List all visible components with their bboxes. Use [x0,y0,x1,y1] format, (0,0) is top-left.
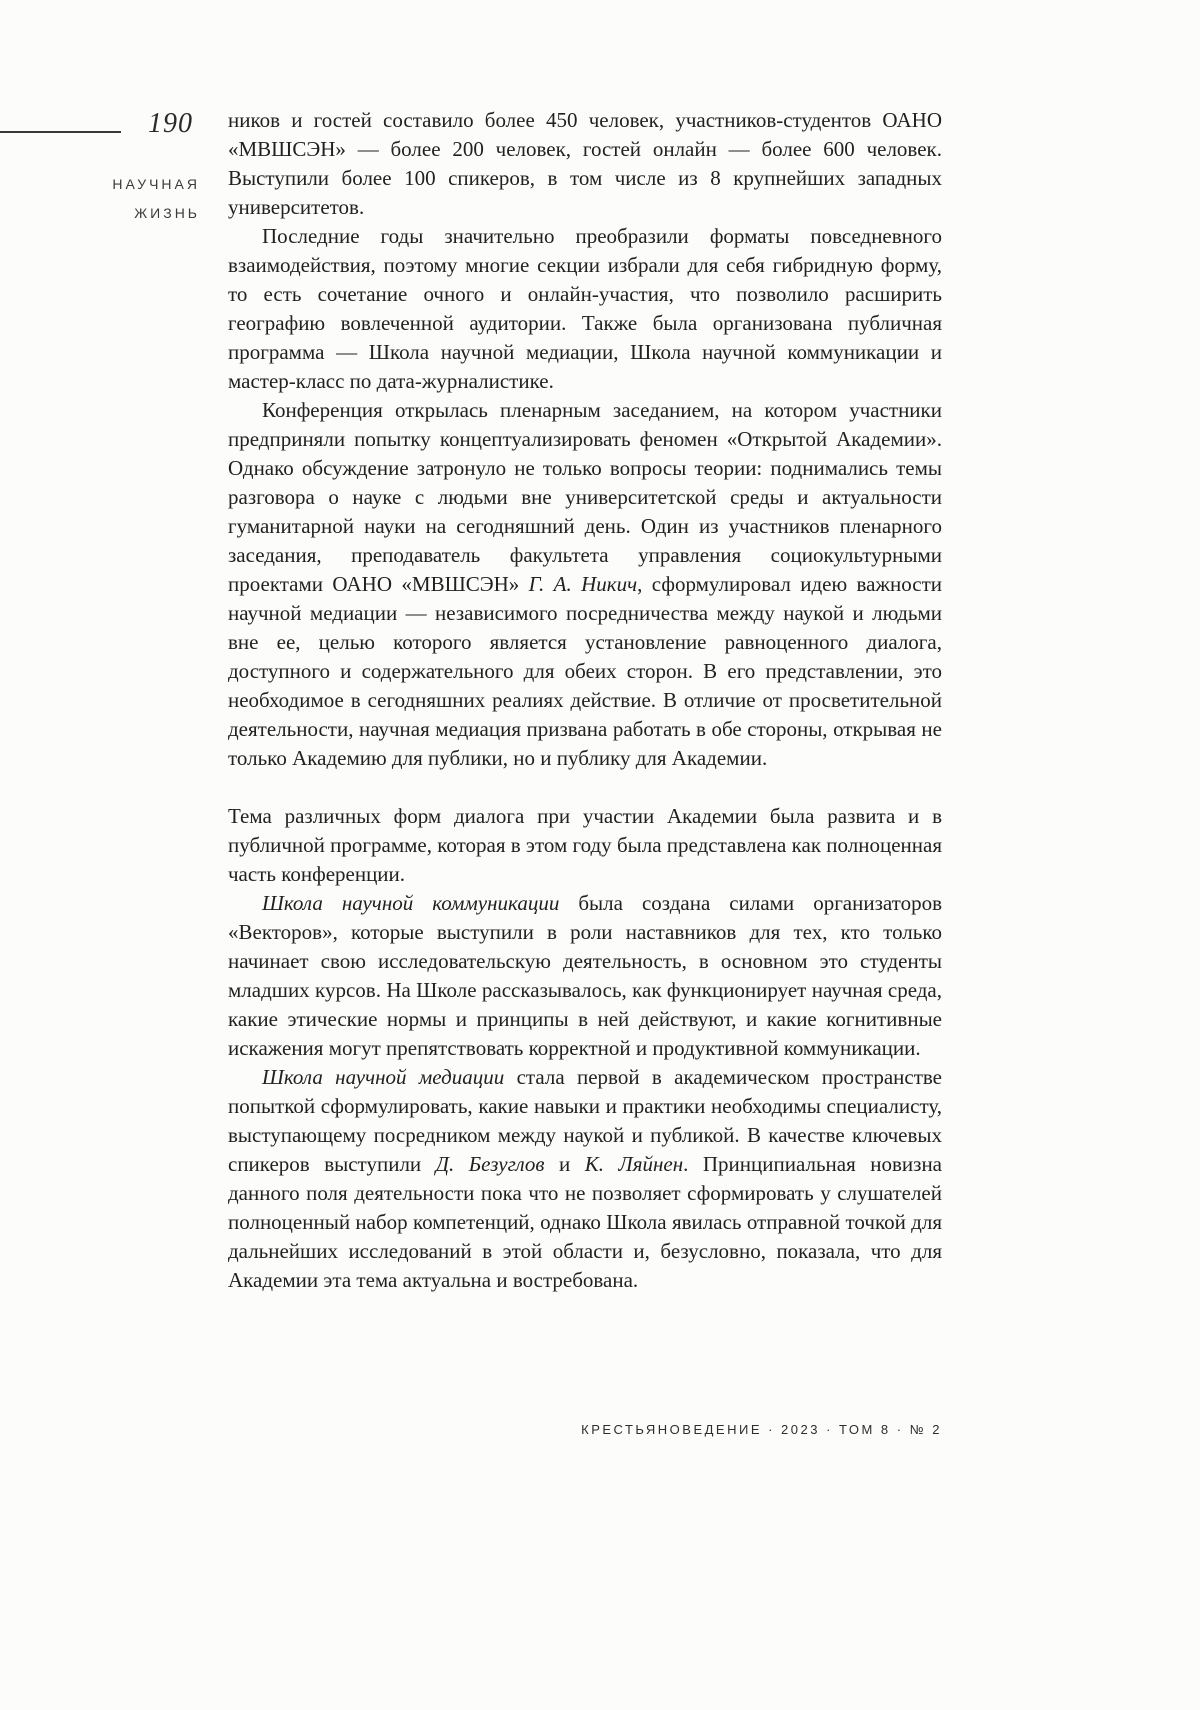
body-text: Конференция открылась пленарным заседанием, на котором участники предприняли попытку концептуализировать феномен «Открытой Академии». Однако обсуждение затронуло не только вопросы теории: поднимались темы разговора о науке с людьми вне университетской среды и актуальности гуманитарной науки на сегодняшний день. Один из участников пленарного заседания, преподаватель факультета управления социокультурными проектами ОАНО «МВШСЭН» [228,398,942,596]
body-text: и [544,1152,585,1176]
emphasized-text: К. Ляйнен [584,1152,684,1176]
paragraph [228,1063,942,1295]
page-number: 190 [148,108,193,139]
body-text: , сформулировал идею важности научной медиации — независимого посредничества между наукой и людьми вне ее, целью которого является установление равноценного диалога, доступного и содержательного для обеих сторон. В его представлении, это необходимое в сегодняшних реалиях действие. В отличие от просветительной деятельности, научная медиация призвана работать в обе стороны, открывая не только Академию для публики, но и публику для Академии. [228,572,942,770]
emphasized-text: Школа научной коммуникации [262,891,560,915]
body-text: Тема различных форм диалога при участии Академии была развита и в публичной программе, которая в этом году была представлена как полноценная часть конференции. [228,804,942,886]
section-label [40,170,200,228]
emphasized-text: Школа научной медиации [262,1065,505,1089]
footer-journal-line: КРЕСТЬЯНОВЕДЕНИЕ · 2023 · ТОМ 8 · № 2 [581,1422,942,1437]
emphasized-text: Г. А. Никич [528,572,638,596]
body-text: была создана силами организаторов «Векторов», которые выступили в роли наставников для тех, кто только начинает свою исследовательскую деятельность, в основном это студенты младших курсов. На Школе рассказывалось, как функционирует научная среда, какие этические нормы и принципы в ней действуют, и какие когнитивные искажения могут препятствовать корректной и продуктивной коммуникации. [228,891,942,1060]
paragraph [228,802,942,889]
paragraph [228,106,942,222]
paragraph [228,222,942,396]
paragraph [228,396,942,773]
body-text: Последние годы значительно преобразили форматы повседневного взаимодействия, поэтому многие секции избрали для себя гибридную форму, то есть сочетание очного и онлайн-участия, что позволило расширить географию вовлеченной аудитории. Также была организована публичная программа — Школа научной медиации, Школа научной коммуникации и мастер-класс по дата-журналистике. [228,224,942,393]
header-rule [0,131,121,133]
article-body [228,106,942,1295]
section-label-line-2: ЖИЗНЬ [134,205,200,221]
body-text: стала первой в академическом пространстве попыткой сформулировать, какие навыки и практики необходимы специалисту, выступающему посредником между наукой и публикой. В качестве ключевых спикеров выступили [228,1065,942,1176]
section-label-line-1: НАУЧНАЯ [112,176,200,192]
body-text: ников и гостей составило более 450 человек, участников-студентов ОАНО «МВШСЭН» — более 200 человек, гостей онлайн — более 600 человек. Выступили более 100 спикеров, в том числе из 8 крупнейших западных университетов. [228,108,942,219]
emphasized-text: Д. Безуглов [435,1152,545,1176]
body-text: . Принципиальная новизна данного поля деятельности пока что не позволяет сформировать у слушателей полноценный набор компетенций, однако Школа явилась отправной точкой для дальнейших исследований в этой области и, безусловно, показала, что для Академии эта тема актуальна и востребована. [228,1152,943,1292]
paragraph [228,889,942,1063]
